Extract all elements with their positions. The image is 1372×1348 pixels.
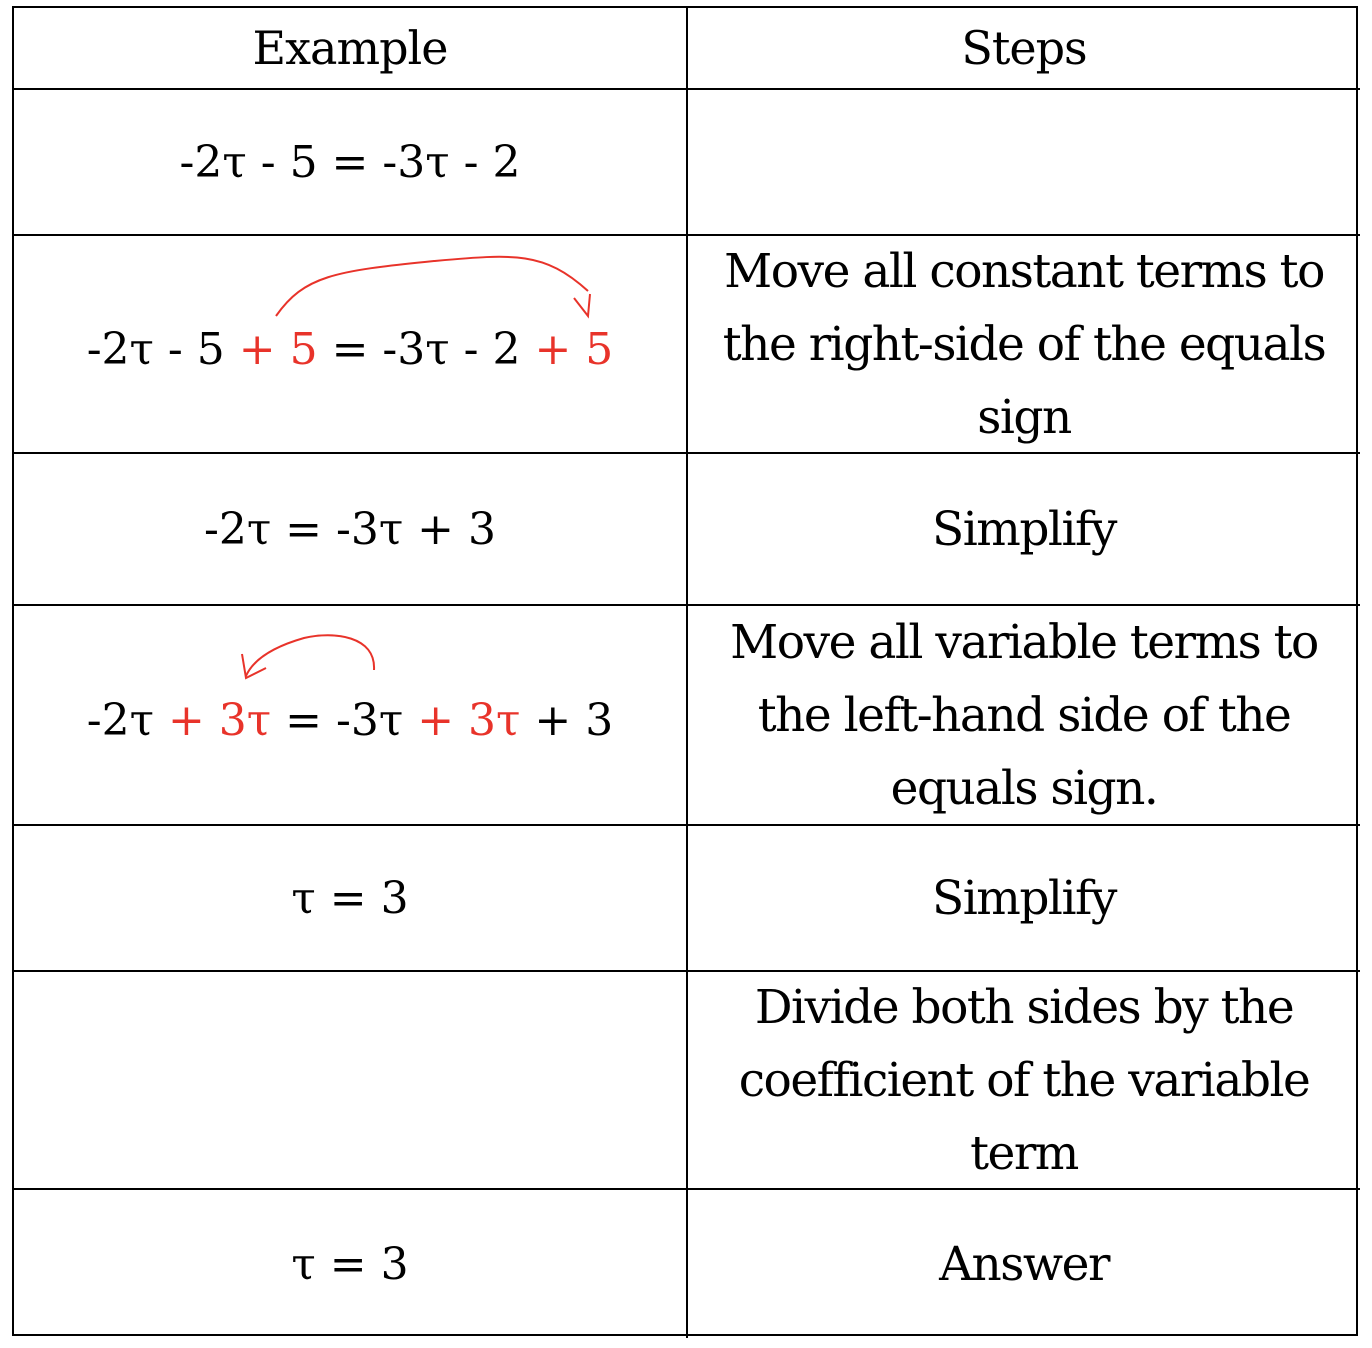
- header-example: Example: [14, 8, 688, 90]
- step-cell-5: [688, 826, 1360, 972]
- example-equation: [87, 685, 613, 746]
- example-cell-5: [14, 826, 688, 972]
- step-text: Move all variable terms to the left-hand side of the equals sign.: [730, 614, 1318, 816]
- example-equation: -2τ - 5 = -3τ - 2: [179, 136, 521, 188]
- step-cell-7: [688, 1190, 1360, 1338]
- steps-table: [12, 6, 1358, 1336]
- equation-highlight: + 3τ: [417, 694, 521, 746]
- step-cell-3: [688, 454, 1360, 606]
- example-cell-7: [14, 1190, 688, 1338]
- equation-highlight: + 5: [534, 323, 614, 375]
- example-equation: τ = 3: [291, 872, 409, 924]
- equation-part: = -3τ: [271, 694, 418, 746]
- example-cell-3: [14, 454, 688, 606]
- example-cell-1: [14, 90, 688, 236]
- step-cell-2: [688, 236, 1360, 454]
- equation-part: + 3: [520, 694, 614, 746]
- step-text: Simplify: [932, 501, 1116, 557]
- equation-part: = -3τ - 2: [317, 323, 535, 375]
- step-text: Divide both sides by the coefficient of the variable term: [738, 979, 1310, 1181]
- step-cell-1: [688, 90, 1360, 236]
- example-equation: [87, 314, 614, 375]
- equation-part: -2τ: [86, 694, 168, 746]
- step-text: Simplify: [932, 870, 1116, 926]
- header-steps: Steps: [688, 8, 1360, 90]
- example-cell-6: [14, 972, 688, 1190]
- step-text: Answer: [939, 1236, 1109, 1292]
- equation-highlight: + 3τ: [167, 694, 272, 746]
- step-cell-4: [688, 606, 1360, 826]
- example-equation: -2τ = -3τ + 3: [203, 503, 497, 555]
- step-cell-6: [688, 972, 1360, 1190]
- example-equation: τ = 3: [291, 1238, 409, 1290]
- equation-highlight: + 5: [238, 323, 318, 375]
- equation-part: -2τ - 5: [86, 323, 239, 375]
- example-cell-2: [14, 236, 688, 454]
- step-text: Move all constant terms to the right-side of the equals sign: [722, 243, 1326, 445]
- example-cell-4: [14, 606, 688, 826]
